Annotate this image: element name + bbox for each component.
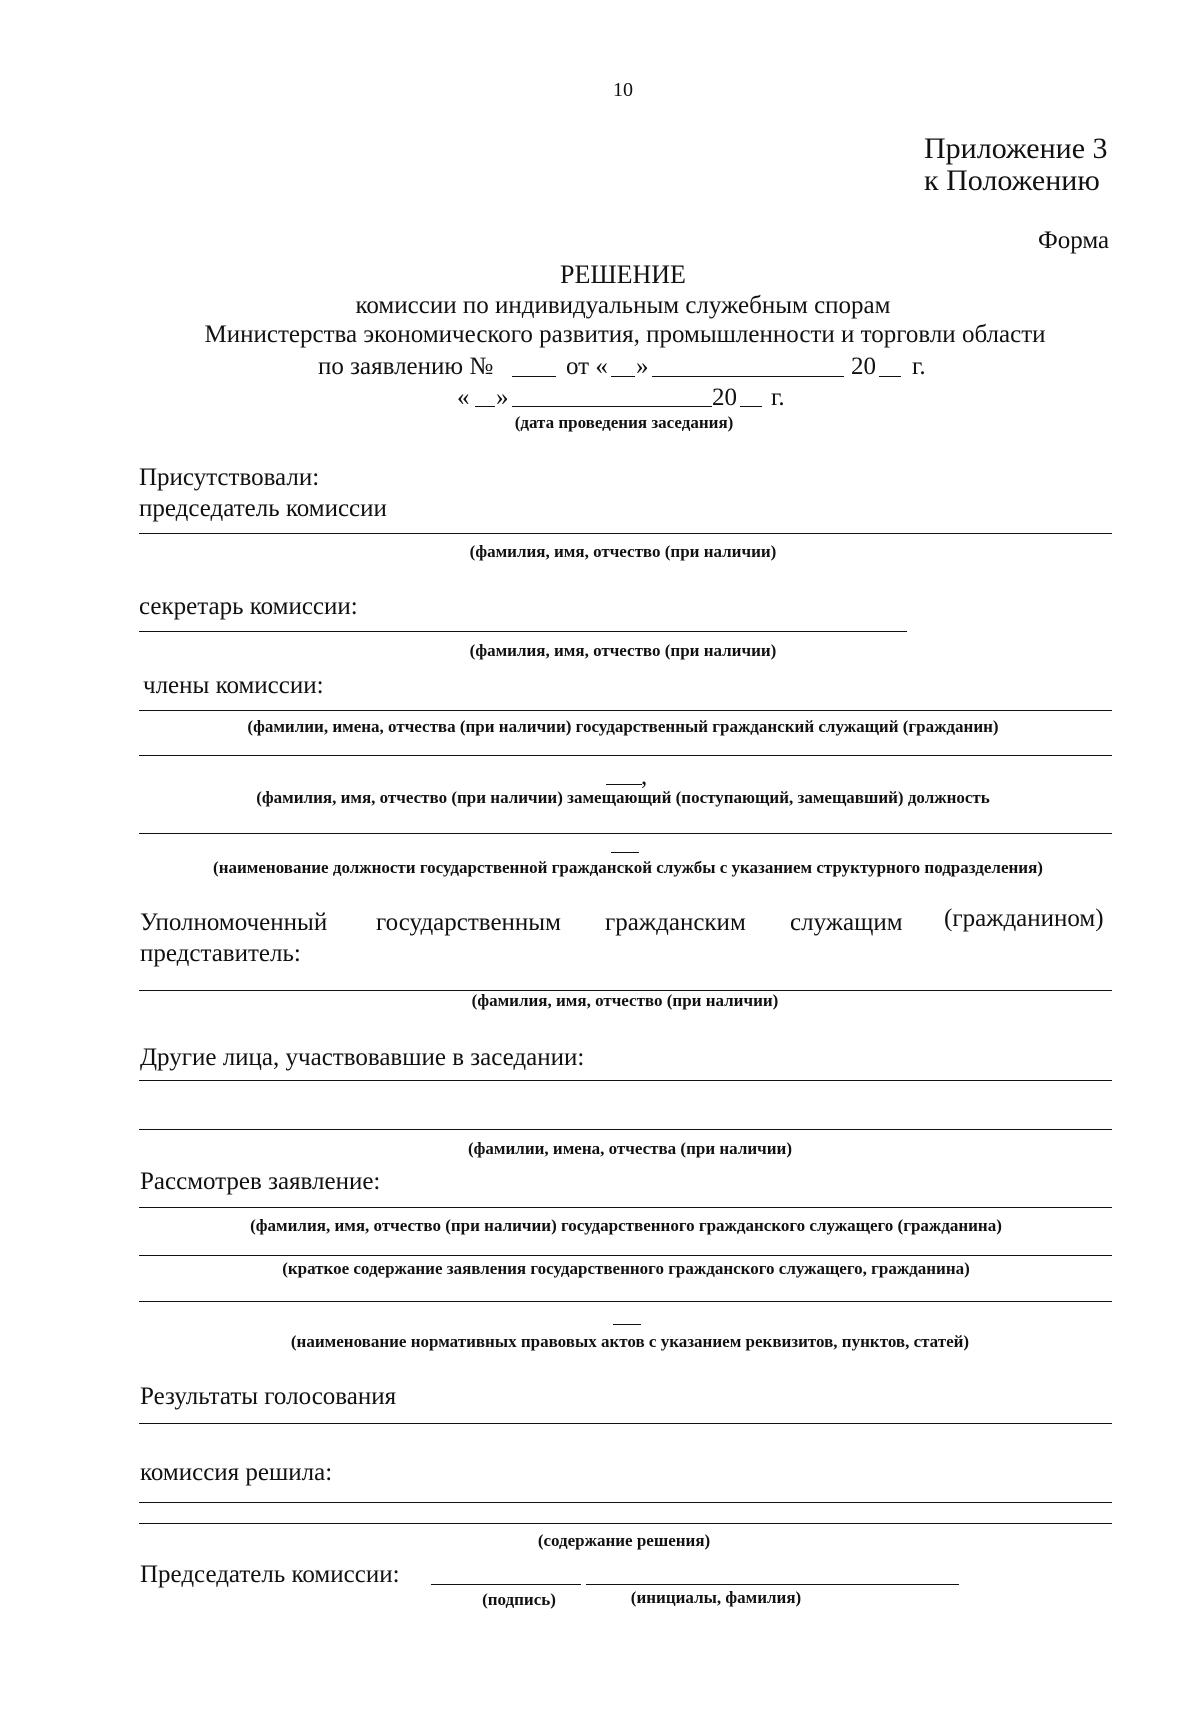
servant-line-1 <box>139 755 1112 756</box>
meeting-quote-close: » <box>496 384 509 411</box>
decision-line-2 <box>139 1523 1112 1524</box>
year-suffix: г. <box>912 353 926 380</box>
document-subtitle-1: комиссии по индивидуальным служебным спорам <box>355 292 891 319</box>
meeting-quote-open: « <box>457 384 470 411</box>
considered-label: Рассмотрев заявление: <box>140 1168 381 1195</box>
servant-short-line <box>611 852 639 853</box>
application-month-line <box>652 376 844 377</box>
representative-label-2: представитель: <box>140 940 301 967</box>
year-prefix: 20 <box>851 353 876 380</box>
considered-short-line <box>613 1324 641 1325</box>
signature-name-caption: (инициалы, фамилия) <box>630 1588 802 1607</box>
representative-word-5: (гражданином) <box>944 905 1104 932</box>
voting-line <box>139 1423 1112 1424</box>
representative-word-4: служащим <box>790 909 903 936</box>
servant-comma: , <box>641 763 648 790</box>
form-label: Форма <box>1038 227 1110 254</box>
meeting-year-suffix: г. <box>771 384 785 411</box>
considered-line-3 <box>139 1301 1112 1302</box>
page-number: 10 <box>613 79 633 101</box>
considered-caption-1: (фамилия, имя, отчество (при наличии) государственного гражданского служащего (гражданина) <box>250 1216 1002 1235</box>
secretary-label: секретарь комиссии: <box>139 593 358 620</box>
representative-word-1: Уполномоченный <box>140 909 328 936</box>
document-subtitle-2: Министерства экономического развития, промышленности и торговли области <box>204 321 1046 348</box>
others-line-1 <box>139 1080 1112 1081</box>
others-label: Другие лица, участвовавшие в заседании: <box>140 1044 585 1071</box>
others-line-2 <box>139 1129 1112 1130</box>
members-line <box>139 710 1112 711</box>
considered-line-2 <box>139 1255 1112 1256</box>
chairman-caption: (фамилия, имя, отчество (при наличии) <box>469 542 777 561</box>
present-label: Присутствовали: <box>139 464 320 491</box>
considered-caption-2: (краткое содержание заявления государственного гражданского служащего, гражданина) <box>282 1259 970 1278</box>
by-application-label: по заявлению № <box>318 353 494 380</box>
representative-caption: (фамилия, имя, отчество (при наличии) <box>471 991 779 1010</box>
servant-caption-1: (фамилии, имена, отчества (при наличии) государственный гражданский служащий (гражданин) <box>247 717 999 736</box>
representative-word-3: гражданским <box>605 909 746 936</box>
signature-name-line <box>586 1584 959 1585</box>
from-label: от « <box>566 353 608 380</box>
representative-word-2: государственным <box>376 909 561 936</box>
decision-label: комиссия решила: <box>140 1459 333 1486</box>
secretary-caption: (фамилия, имя, отчество (при наличии) <box>469 641 777 660</box>
meeting-day-line <box>475 406 495 407</box>
servant-comma-line <box>606 784 642 785</box>
meeting-year-prefix: 20 <box>712 384 737 411</box>
decision-line-1 <box>139 1502 1112 1503</box>
members-label: члены комиссии: <box>143 672 324 699</box>
signature-label: Председатель комиссии: <box>140 1561 400 1588</box>
meeting-date-caption: (дата проведения заседания) <box>514 413 734 432</box>
servant-line-2 <box>139 833 1112 834</box>
chairman-label: председатель комиссии <box>139 495 387 522</box>
application-number-line <box>512 376 556 377</box>
application-day-line <box>611 376 635 377</box>
chairman-name-line <box>139 533 1112 534</box>
decision-caption: (содержание решения) <box>537 1531 711 1550</box>
appendix-line2: к Положению <box>924 164 1100 197</box>
application-year-line <box>879 376 901 377</box>
meeting-month-line <box>512 406 712 407</box>
considered-caption-3: (наименование нормативных правовых актов с указанием реквизитов, пунктов, статей) <box>290 1332 970 1351</box>
signature-sign-caption: (подпись) <box>482 1590 556 1609</box>
servant-caption-3: (наименование должности государственной гражданской службы с указанием структурного подразделения) <box>213 858 1043 877</box>
appendix-line1: Приложение 3 <box>924 132 1108 165</box>
considered-line-1 <box>139 1207 1112 1208</box>
meeting-year-line <box>740 406 762 407</box>
others-caption: (фамилии, имена, отчества (при наличии) <box>467 1139 793 1158</box>
document-heading: РЕШЕНИЕ <box>560 260 686 289</box>
secretary-name-line <box>139 631 907 632</box>
voting-label: Результаты голосования <box>140 1383 397 1410</box>
servant-caption-2: (фамилия, имя, отчество (при наличии) замещающий (поступающий, замещавший) должность <box>256 788 990 807</box>
signature-sign-line <box>431 1584 581 1585</box>
quote-close: » <box>636 353 649 380</box>
